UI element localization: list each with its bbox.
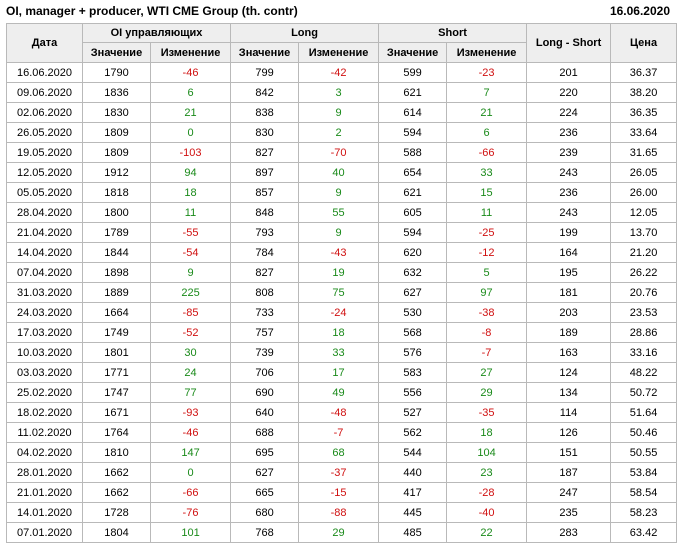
- cell-long-change: 17: [299, 363, 379, 383]
- cell-long-short: 126: [527, 423, 611, 443]
- cell-long-short: 220: [527, 83, 611, 103]
- cell-short-change: -35: [447, 403, 527, 423]
- cell-price: 53.84: [611, 463, 677, 483]
- cell-long-change: -70: [299, 143, 379, 163]
- cell-long-short: 151: [527, 443, 611, 463]
- cell-long-short: 201: [527, 63, 611, 83]
- cell-date: 28.01.2020: [7, 463, 83, 483]
- cell-short-change: 21: [447, 103, 527, 123]
- cell-short-value: 576: [379, 343, 447, 363]
- cell-long-change: 55: [299, 203, 379, 223]
- cell-date: 21.04.2020: [7, 223, 83, 243]
- cell-long-change: 29: [299, 523, 379, 543]
- cell-long-value: 838: [231, 103, 299, 123]
- cell-short-change: 97: [447, 283, 527, 303]
- cell-oi-change: -93: [151, 403, 231, 423]
- cell-long-value: 688: [231, 423, 299, 443]
- cell-date: 31.03.2020: [7, 283, 83, 303]
- cell-price: 20.76: [611, 283, 677, 303]
- cell-price: 26.05: [611, 163, 677, 183]
- cell-price: 21.20: [611, 243, 677, 263]
- table-row: [7, 343, 677, 363]
- cell-long-value: 842: [231, 83, 299, 103]
- cell-long-short: 224: [527, 103, 611, 123]
- cell-price: 63.42: [611, 523, 677, 543]
- cell-short-change: 11: [447, 203, 527, 223]
- cell-long-value: 768: [231, 523, 299, 543]
- cell-long-short: 236: [527, 183, 611, 203]
- cell-short-value: 568: [379, 323, 447, 343]
- cell-price: 28.86: [611, 323, 677, 343]
- cell-oi-change: 0: [151, 123, 231, 143]
- cell-short-value: 614: [379, 103, 447, 123]
- cell-date: 07.04.2020: [7, 263, 83, 283]
- cell-oi-value: 1801: [83, 343, 151, 363]
- cell-short-change: 22: [447, 523, 527, 543]
- cell-short-value: 621: [379, 183, 447, 203]
- cell-oi-value: 1671: [83, 403, 151, 423]
- cell-long-short: 243: [527, 163, 611, 183]
- cell-oi-value: 1889: [83, 283, 151, 303]
- header-oi-change: Изменение: [151, 43, 231, 63]
- cell-long-value: 897: [231, 163, 299, 183]
- cell-oi-value: 1747: [83, 383, 151, 403]
- cell-price: 33.64: [611, 123, 677, 143]
- header-long: Long: [231, 24, 379, 43]
- cell-long-change: 9: [299, 223, 379, 243]
- cell-oi-value: 1804: [83, 523, 151, 543]
- cell-oi-change: 21: [151, 103, 231, 123]
- cell-long-value: 784: [231, 243, 299, 263]
- cell-short-change: -38: [447, 303, 527, 323]
- cell-long-change: 19: [299, 263, 379, 283]
- cell-date: 28.04.2020: [7, 203, 83, 223]
- cell-long-short: 195: [527, 263, 611, 283]
- cell-oi-change: -76: [151, 503, 231, 523]
- cell-short-value: 562: [379, 423, 447, 443]
- cell-oi-value: 1771: [83, 363, 151, 383]
- cell-short-value: 632: [379, 263, 447, 283]
- cell-long-value: 665: [231, 483, 299, 503]
- cell-long-change: 3: [299, 83, 379, 103]
- cell-oi-value: 1662: [83, 483, 151, 503]
- cell-date: 04.02.2020: [7, 443, 83, 463]
- cell-short-value: 627: [379, 283, 447, 303]
- table-row: [7, 243, 677, 263]
- report-date: 16.06.2020: [609, 4, 670, 18]
- cell-oi-value: 1844: [83, 243, 151, 263]
- cell-short-value: 620: [379, 243, 447, 263]
- table-row: [7, 423, 677, 443]
- cell-short-value: 583: [379, 363, 447, 383]
- cell-short-value: 594: [379, 223, 447, 243]
- cell-oi-value: 1809: [83, 123, 151, 143]
- cell-short-change: -25: [447, 223, 527, 243]
- cell-price: 50.72: [611, 383, 677, 403]
- cell-long-value: 706: [231, 363, 299, 383]
- cell-oi-change: -54: [151, 243, 231, 263]
- cell-short-change: 5: [447, 263, 527, 283]
- cell-short-change: -40: [447, 503, 527, 523]
- cell-long-value: 690: [231, 383, 299, 403]
- header-long-short: Long - Short: [527, 24, 611, 63]
- cell-short-value: 445: [379, 503, 447, 523]
- cell-short-change: 104: [447, 443, 527, 463]
- cell-oi-change: 30: [151, 343, 231, 363]
- cell-oi-change: 9: [151, 263, 231, 283]
- cell-short-value: 599: [379, 63, 447, 83]
- cell-short-change: 27: [447, 363, 527, 383]
- cell-short-change: -23: [447, 63, 527, 83]
- cell-price: 36.35: [611, 103, 677, 123]
- cell-long-short: 134: [527, 383, 611, 403]
- cell-short-value: 485: [379, 523, 447, 543]
- cell-long-value: 830: [231, 123, 299, 143]
- cell-long-change: 40: [299, 163, 379, 183]
- cell-long-value: 799: [231, 63, 299, 83]
- cell-date: 24.03.2020: [7, 303, 83, 323]
- header-oi-value: Значение: [83, 43, 151, 63]
- cell-long-value: 793: [231, 223, 299, 243]
- cell-long-change: -7: [299, 423, 379, 443]
- table-row: [7, 123, 677, 143]
- cell-long-change: -24: [299, 303, 379, 323]
- cell-long-short: 247: [527, 483, 611, 503]
- cell-long-value: 848: [231, 203, 299, 223]
- cell-date: 14.01.2020: [7, 503, 83, 523]
- cell-price: 48.22: [611, 363, 677, 383]
- cell-short-change: 23: [447, 463, 527, 483]
- cell-long-change: -37: [299, 463, 379, 483]
- cell-long-change: 9: [299, 183, 379, 203]
- cell-oi-value: 1728: [83, 503, 151, 523]
- cell-short-value: 527: [379, 403, 447, 423]
- cell-long-change: -88: [299, 503, 379, 523]
- cell-short-change: 33: [447, 163, 527, 183]
- cell-long-value: 695: [231, 443, 299, 463]
- cell-short-value: 556: [379, 383, 447, 403]
- cell-oi-value: 1809: [83, 143, 151, 163]
- header-short-value: Значение: [379, 43, 447, 63]
- cell-short-change: -7: [447, 343, 527, 363]
- cell-long-change: 75: [299, 283, 379, 303]
- table-row: [7, 103, 677, 123]
- cell-date: 03.03.2020: [7, 363, 83, 383]
- cell-short-change: 6: [447, 123, 527, 143]
- cell-short-value: 588: [379, 143, 447, 163]
- cell-short-change: -28: [447, 483, 527, 503]
- cell-short-change: -12: [447, 243, 527, 263]
- header-short-change: Изменение: [447, 43, 527, 63]
- cell-date: 17.03.2020: [7, 323, 83, 343]
- cell-oi-value: 1749: [83, 323, 151, 343]
- table-row: [7, 223, 677, 243]
- cell-long-short: 236: [527, 123, 611, 143]
- table-row: [7, 63, 677, 83]
- page-title: OI, manager + producer, WTI CME Group (th. contr): [6, 4, 298, 18]
- cell-oi-change: 77: [151, 383, 231, 403]
- table-row: [7, 503, 677, 523]
- cell-long-short: 239: [527, 143, 611, 163]
- cell-long-change: 9: [299, 103, 379, 123]
- cell-price: 38.20: [611, 83, 677, 103]
- table-group-header-row: [7, 24, 677, 43]
- cell-long-short: 283: [527, 523, 611, 543]
- cell-price: 36.37: [611, 63, 677, 83]
- header-long-change: Изменение: [299, 43, 379, 63]
- header-managers: OI управляющих: [83, 24, 231, 43]
- cell-long-change: -48: [299, 403, 379, 423]
- header-price: Цена: [611, 24, 677, 63]
- cell-short-value: 621: [379, 83, 447, 103]
- cell-long-value: 857: [231, 183, 299, 203]
- cell-long-value: 739: [231, 343, 299, 363]
- cell-long-change: 49: [299, 383, 379, 403]
- cell-long-value: 827: [231, 143, 299, 163]
- cell-short-change: 18: [447, 423, 527, 443]
- cell-long-change: -15: [299, 483, 379, 503]
- cell-price: 51.64: [611, 403, 677, 423]
- table-row: [7, 443, 677, 463]
- cell-oi-value: 1898: [83, 263, 151, 283]
- cell-oi-value: 1818: [83, 183, 151, 203]
- table-row: [7, 183, 677, 203]
- cell-date: 16.06.2020: [7, 63, 83, 83]
- cell-price: 33.16: [611, 343, 677, 363]
- cell-price: 58.23: [611, 503, 677, 523]
- table-row: [7, 523, 677, 543]
- cell-price: 26.22: [611, 263, 677, 283]
- table-row: [7, 383, 677, 403]
- cell-oi-change: 6: [151, 83, 231, 103]
- cell-date: 18.02.2020: [7, 403, 83, 423]
- cell-short-value: 417: [379, 483, 447, 503]
- cell-long-value: 757: [231, 323, 299, 343]
- cell-date: 14.04.2020: [7, 243, 83, 263]
- cell-long-short: 163: [527, 343, 611, 363]
- cell-long-short: 164: [527, 243, 611, 263]
- table-row: [7, 163, 677, 183]
- cell-short-value: 605: [379, 203, 447, 223]
- table-row: [7, 323, 677, 343]
- cell-oi-change: 18: [151, 183, 231, 203]
- header-date: Дата: [7, 24, 83, 63]
- cell-long-short: 181: [527, 283, 611, 303]
- cell-date: 26.05.2020: [7, 123, 83, 143]
- cell-oi-value: 1764: [83, 423, 151, 443]
- cell-date: 19.05.2020: [7, 143, 83, 163]
- cell-price: 31.65: [611, 143, 677, 163]
- table-row: [7, 403, 677, 423]
- cell-long-change: -43: [299, 243, 379, 263]
- cell-date: 02.06.2020: [7, 103, 83, 123]
- table-row: [7, 263, 677, 283]
- cell-short-change: 7: [447, 83, 527, 103]
- cell-date: 25.02.2020: [7, 383, 83, 403]
- cell-oi-change: 24: [151, 363, 231, 383]
- cell-date: 05.05.2020: [7, 183, 83, 203]
- title-bar: [0, 0, 680, 23]
- cell-long-value: 640: [231, 403, 299, 423]
- cell-oi-change: -66: [151, 483, 231, 503]
- cell-oi-change: 101: [151, 523, 231, 543]
- cell-long-value: 808: [231, 283, 299, 303]
- table-body: [7, 63, 677, 543]
- cell-price: 50.46: [611, 423, 677, 443]
- cell-long-short: 203: [527, 303, 611, 323]
- cell-long-short: 114: [527, 403, 611, 423]
- cell-short-value: 440: [379, 463, 447, 483]
- cell-oi-value: 1664: [83, 303, 151, 323]
- table-row: [7, 203, 677, 223]
- cell-long-short: 199: [527, 223, 611, 243]
- cell-oi-value: 1790: [83, 63, 151, 83]
- cell-oi-value: 1830: [83, 103, 151, 123]
- cell-date: 10.03.2020: [7, 343, 83, 363]
- cell-price: 12.05: [611, 203, 677, 223]
- cell-short-value: 654: [379, 163, 447, 183]
- cell-price: 23.53: [611, 303, 677, 323]
- cell-short-change: 29: [447, 383, 527, 403]
- cell-oi-value: 1789: [83, 223, 151, 243]
- cell-oi-value: 1912: [83, 163, 151, 183]
- cell-oi-change: -85: [151, 303, 231, 323]
- cell-price: 50.55: [611, 443, 677, 463]
- cell-long-value: 680: [231, 503, 299, 523]
- cell-price: 58.54: [611, 483, 677, 503]
- cell-date: 21.01.2020: [7, 483, 83, 503]
- cell-long-change: 2: [299, 123, 379, 143]
- cell-date: 11.02.2020: [7, 423, 83, 443]
- cell-oi-change: -103: [151, 143, 231, 163]
- cell-long-value: 733: [231, 303, 299, 323]
- cell-oi-change: -46: [151, 63, 231, 83]
- cell-long-change: -42: [299, 63, 379, 83]
- cell-short-value: 530: [379, 303, 447, 323]
- cell-long-short: 187: [527, 463, 611, 483]
- cell-long-short: 189: [527, 323, 611, 343]
- cell-oi-value: 1800: [83, 203, 151, 223]
- table-row: [7, 83, 677, 103]
- cell-date: 12.05.2020: [7, 163, 83, 183]
- cell-oi-change: 0: [151, 463, 231, 483]
- cell-oi-value: 1810: [83, 443, 151, 463]
- cell-long-short: 124: [527, 363, 611, 383]
- header-long-value: Значение: [231, 43, 299, 63]
- cell-oi-change: -52: [151, 323, 231, 343]
- cell-date: 09.06.2020: [7, 83, 83, 103]
- cell-oi-change: 147: [151, 443, 231, 463]
- table-row: [7, 283, 677, 303]
- cell-oi-change: 94: [151, 163, 231, 183]
- cell-long-value: 827: [231, 263, 299, 283]
- cell-date: 07.01.2020: [7, 523, 83, 543]
- cell-long-short: 243: [527, 203, 611, 223]
- cell-long-change: 68: [299, 443, 379, 463]
- cell-oi-change: -46: [151, 423, 231, 443]
- cell-oi-change: -55: [151, 223, 231, 243]
- table-row: [7, 303, 677, 323]
- cell-oi-value: 1662: [83, 463, 151, 483]
- cell-short-change: -8: [447, 323, 527, 343]
- table-row: [7, 463, 677, 483]
- table-row: [7, 363, 677, 383]
- cell-long-short: 235: [527, 503, 611, 523]
- table-row: [7, 483, 677, 503]
- table-row: [7, 143, 677, 163]
- table-head: [7, 24, 677, 63]
- cell-short-value: 594: [379, 123, 447, 143]
- cell-short-change: 15: [447, 183, 527, 203]
- cell-oi-change: 11: [151, 203, 231, 223]
- cell-long-change: 18: [299, 323, 379, 343]
- cell-oi-change: 225: [151, 283, 231, 303]
- cell-long-change: 33: [299, 343, 379, 363]
- cell-price: 26.00: [611, 183, 677, 203]
- header-short: Short: [379, 24, 527, 43]
- cell-long-value: 627: [231, 463, 299, 483]
- cell-short-value: 544: [379, 443, 447, 463]
- cell-oi-value: 1836: [83, 83, 151, 103]
- oi-table: [6, 23, 677, 543]
- cell-price: 13.70: [611, 223, 677, 243]
- cell-short-change: -66: [447, 143, 527, 163]
